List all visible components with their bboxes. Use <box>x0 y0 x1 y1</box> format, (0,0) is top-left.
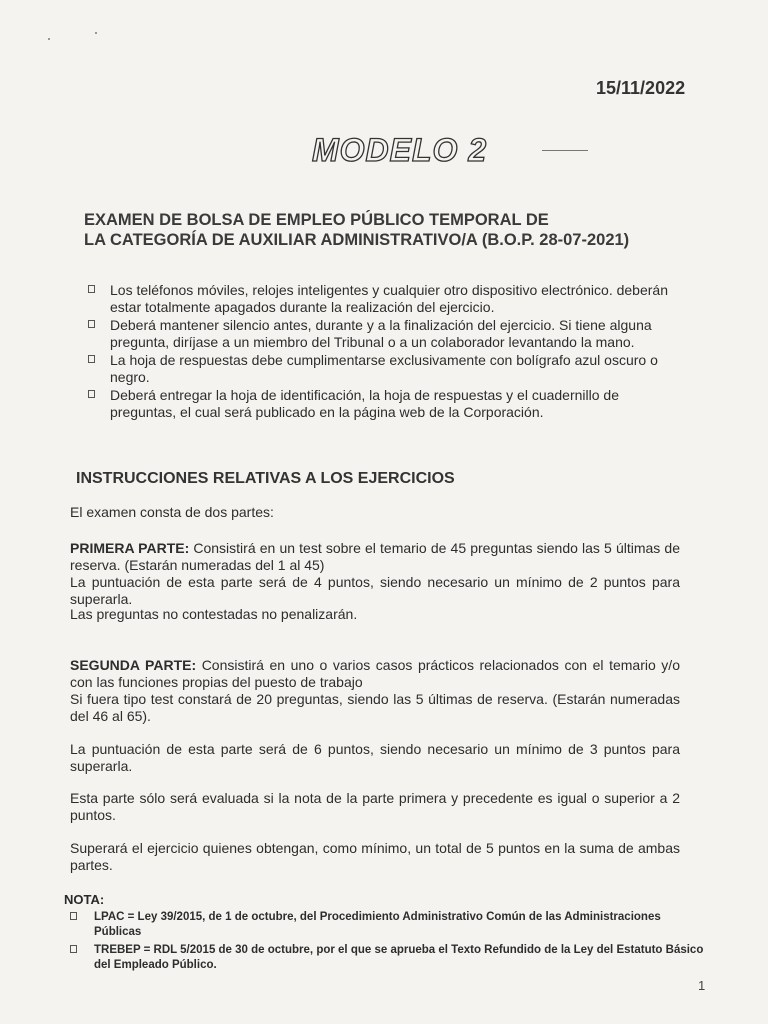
title-dash <box>542 150 588 151</box>
part-one-penalty: Las preguntas no contestadas no penalizarán. <box>70 606 358 622</box>
exam-date: 15/11/2022 <box>596 78 686 98</box>
square-bullet-icon <box>70 912 77 920</box>
note-item <box>70 943 710 973</box>
part-two-text: Consistirá en uno o varios casos prácticos relacionados con el temario y/o con las funciones propias del puesto de trabajo <box>70 657 680 690</box>
exam-intro: El examen consta de dos partes: <box>70 504 274 520</box>
square-bullet-icon <box>88 390 95 398</box>
page-number: 1 <box>698 978 706 993</box>
exam-rules-list <box>88 282 688 422</box>
square-bullet-icon <box>88 320 95 328</box>
part-two-label: SEGUNDA PARTE: <box>70 657 197 673</box>
part-one-text: Consistirá en un test sobre el temario de 45 preguntas siendo las 5 últimas de reserva. (Estarán numeradas del 1 al 45) <box>70 540 681 573</box>
pass-criteria: Superará el ejercicio quienes obtengan, como mínimo, un total de 5 puntos en la suma de ambas partes. <box>70 840 680 873</box>
rule-text: Deberá mantener silencio antes, durante y a la finalización del ejercicio. Si tiene alguna pregunta, diríjase a un miembro del Tribunal o a un colaborador levantando la mano. <box>110 317 652 350</box>
exam-heading-line-2: LA CATEGORÍA DE AUXILIAR ADMINISTRATIVO/A (B.O.P. 28-07-2021) <box>84 231 630 249</box>
rule-text: La hoja de respuestas debe cumplimentarse exclusivamente con bolígrafo azul oscuro o negro. <box>110 352 658 385</box>
part-one-score: La puntuación de esta parte será de 4 puntos, siendo necesario un mínimo de 2 puntos para superarla. <box>70 574 680 607</box>
part-one-description <box>70 540 680 574</box>
part-one-label: PRIMERA PARTE: <box>70 540 190 556</box>
exam-heading <box>84 210 629 250</box>
part-two-description <box>70 657 680 691</box>
note-item <box>70 910 710 940</box>
scan-speck <box>95 32 97 34</box>
rule-item <box>88 282 688 316</box>
part-two-score: La puntuación de esta parte será de 6 puntos, siendo necesario un mínimo de 3 puntos para superarla. <box>70 741 680 774</box>
exam-heading-line-1: EXAMEN DE BOLSA DE EMPLEO PÚBLICO TEMPORAL DE <box>84 211 549 229</box>
rule-item <box>88 352 688 386</box>
notes-list <box>70 910 710 976</box>
part-two-evaluation: Esta parte sólo será evaluada si la nota de la parte primera y precedente es igual o superior a 2 puntos. <box>70 790 680 823</box>
instructions-title: INSTRUCCIONES RELATIVAS A LOS EJERCICIOS <box>76 470 455 487</box>
rule-text: Deberá entregar la hoja de identificación, la hoja de respuestas y el cuadernillo de preguntas, el cual será publicado en la página web de la Corporación. <box>110 387 619 420</box>
rule-item <box>88 317 688 351</box>
part-two-test-note: Si fuera tipo test constará de 20 preguntas, siendo las 5 últimas de reserva. (Estarán numeradas del 46 al 65). <box>70 691 680 724</box>
note-text: LPAC = Ley 39/2015, de 1 de octubre, del Procedimiento Administrativo Común de las Administraciones Públicas <box>94 911 661 938</box>
nota-label: NOTA: <box>64 892 105 907</box>
square-bullet-icon <box>70 945 77 953</box>
rule-item <box>88 387 688 421</box>
scan-speck <box>48 38 50 40</box>
square-bullet-icon <box>88 355 95 363</box>
note-text: TREBEP = RDL 5/2015 de 30 de octubre, por el que se aprueba el Texto Refundido de la Ley del Estatuto Básico del Empleado Público. <box>94 944 704 971</box>
square-bullet-icon <box>88 285 95 293</box>
rule-text: Los teléfonos móviles, relojes inteligentes y cualquier otro dispositivo electrónico. deberán estar totalmente apagados durante la realización del ejercicio. <box>110 282 668 315</box>
model-title: MODELO 2 <box>312 132 488 168</box>
